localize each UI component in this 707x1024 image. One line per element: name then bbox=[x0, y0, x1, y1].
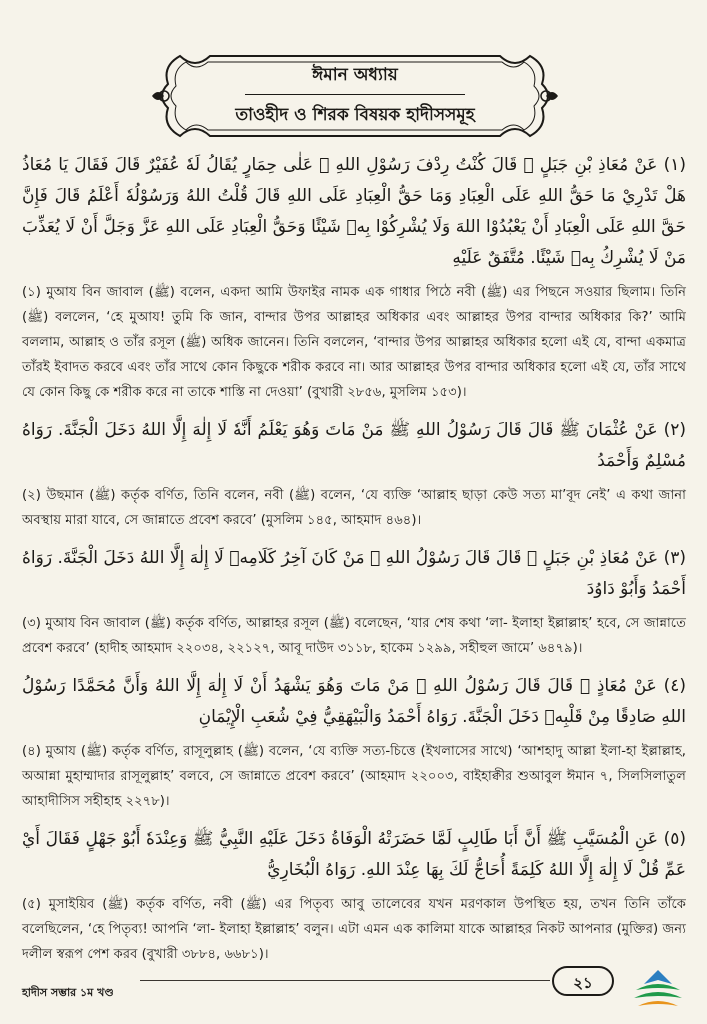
footer-divider bbox=[140, 980, 550, 981]
hadith-bangla-translation: (৪) মুআয (ﷺ) কর্তৃক বর্ণিত, রাসূলুল্লাহ (ﷺ) বলেন, ‘যে ব্যক্তি সত্য-চিত্তে (ইখলাসের সাথে) ‘আশহাদু আল্লা ইলা-হা ইল্লাল্লাহ, অআন্না মুহাম্মাদার রাসূলুল্লাহ’ বলবে, সে জান্নাতে প্রবেশ করবে’ (আহমাদ ২২০০৩, বাইহাক্বীর শুআবুল ঈমান ৭, সিলসিলাতুল আহাদীসিস সহীহাহ ২২৭৮)। bbox=[22, 744, 686, 809]
hadith-arabic-text: (١) عَنْ مُعَاذِ بْنِ جَبَلٍ ﷺ قَالَ كُنْتُ رِدْفَ رَسُوْلِ اللهِ ﷺ عَلٰى حِمَارٍ يُقَالُ لَهٗ عُفَيْرٌ قَالَ فَقَالَ يَا مُعَاذُ هَلْ تَدْرِيْ مَا حَقُّ اللهِ عَلَى الْعِبَادِ وَمَا حَقُّ الْعِبَادِ عَلَى اللهِ قَالَ قُلْتُ اللهُ وَرَسُوْلُهٗ أَعْلَمُ قَالَ فَإِنَّ حَقَّ اللهِ عَلَى الْعِبَادِ أَنْ يَعْبُدُوْا اللهَ وَلَا يُشْرِكُوْا بِهٖ شَيْئًا وَحَقُّ الْعِبَادِ عَلَى اللهِ عَزَّ وَجَلَّ أَنْ لَا يُعَذِّبَ مَنْ لَا يُشْرِكُ بِهٖ شَيْئًا. مُتَّفَقٌ عَلَيْهِ bbox=[22, 155, 686, 268]
hadith-arabic-text: (٣) عَنْ مُعَاذِ بْنِ جَبَلٍ ﷺ قَالَ قَالَ رَسُوْلُ اللهِ ﷺ مَنْ كَانَ آخِرُ كَلَامِهٖ لَا إِلٰهَ إِلَّا اللهُ دَخَلَ الْجَنَّةَ. رَوَاهُ أَحْمَدُ وَأَبُوْ دَاوُدَ bbox=[22, 548, 686, 599]
hadith-3 bbox=[22, 543, 686, 661]
hadith-5 bbox=[22, 824, 686, 967]
page-number: ২১ bbox=[552, 966, 614, 996]
chapter-title: ঈমান অধ্যায় bbox=[312, 65, 398, 85]
hadith-arabic-text: (٥) عَنِ الْمُسَيَّبِ ﷺ أَنَّ أَبَا طَالِبٍ لَمَّا حَضَرَتْهُ الْوَفَاةُ دَخَلَ عَلَيْهِ النَّبِيُّ ﷺ وَعِنْدَهٗ أَبُوْ جَهْلٍ فَقَالَ أَيْ عَمِّ قُلْ لَا إِلٰهَ إِلَّا اللهُ كَلِمَةً أُحَاجُّ لَكَ بِهَا عِنْدَ اللهِ. رَوَاهُ الْبُخَارِيُّ bbox=[22, 829, 686, 880]
hadith-arabic-text: (٢) عَنْ عُثْمَانَ ﷺ قَالَ قَالَ رَسُوْلُ اللهِ ﷺ مَنْ مَاتَ وَهُوَ يَعْلَمُ أَنَّهٗ لَا إِلٰهَ إِلَّا اللهُ دَخَلَ الْجَنَّةَ. رَوَاهُ مُسْلِمٌ وَأَحْمَدُ bbox=[22, 420, 686, 471]
hadith-arabic-text: (٤) عَنْ مُعَاذٍ ﷺ قَالَ قَالَ رَسُوْلُ اللهِ ﷺ مَنْ مَاتَ وَهُوَ يَشْهَدُ أَنْ لَا إِلٰهَ إِلَّا اللهُ وَأَنَّ مُحَمَّدًا رَسُوْلُ اللهِ صَادِقًا مِنْ قَلْبِهٖ دَخَلَ الْجَنَّةَ. رَوَاهُ أَحْمَدُ وَالْبَيْهَقِيُّ فِيْ شُعَبِ الْإِيْمَانِ bbox=[22, 676, 686, 727]
hadith-bangla-translation: (১) মুআয বিন জাবাল (ﷺ) বলেন, একদা আমি উফাইর নামক এক গাধার পিঠে নবী (ﷺ) এর পিছনে সওয়ার ছিলাম। তিনি (ﷺ) বললেন, ‘হে মুআয! তুমি কি জান, বান্দার উপর আল্লাহর অধিকার এবং আল্লাহর উপর বান্দার অধিকার কি?’ আমি বললাম, আল্লাহ ও তাঁর রসূল (ﷺ) অধিক জানেন। তিনি বললেন, ‘বান্দার উপর আল্লাহর অধিকার হলো এই যে, বান্দা একমাত্র তাঁরই ইবাদত করবে এবং তাঁর সাথে কোন কিছুকে শরীক করবে না। আর আল্লাহর উপর বান্দার অধিকার হলো এই যে, তাঁর সাথে যে কোন কিছু কে শরীক করে না তাকে শাস্তি না দেওয়া’ (বুখারী ২৮৫৬, মুসলিম ১৫৩)। bbox=[22, 285, 686, 400]
hadith-2 bbox=[22, 415, 686, 533]
section-title: তাওহীদ ও শিরক বিষয়ক হাদীসসমূহ bbox=[235, 105, 475, 125]
publisher-logo-icon bbox=[630, 968, 686, 1012]
hadith-bangla-translation: (৫) মুসাইয়িব (ﷺ) কর্তৃক বর্ণিত, নবী (ﷺ) এর পিতৃব্য আবু তালেবের যখন মরণকাল উপস্থিত হয়, তখন তিনি তাঁকে বলেছিলেন, ‘হে পিতৃব্য! আপনি ‘লা- ইলাহা ইল্লাল্লাহ’ বলুন। এটা এমন এক কালিমা যাকে আল্লাহর নিকট আপনার (মুক্তির) জন্য দলীল স্বরূপ পেশ করব (বুখারী ৩৮৮৪, ৬৬৮১)। bbox=[22, 897, 686, 962]
hadith-bangla-translation: (৩) মুআয বিন জাবাল (ﷺ) কর্তৃক বর্ণিত, আল্লাহর রসূল (ﷺ) বলেছেন, ‘যার শেষ কথা ‘লা- ইলাহা ইল্লাল্লাহ’ হবে, সে জান্নাতে প্রবেশ করবে’ (হাদীহ আহমাদ ২২০৩৪, ২২১২৭, আবূ দাউদ ৩১১৮, হাকেম ১২৯৯, সহীহুল জামে’ ৬৪৭৯)। bbox=[22, 616, 686, 656]
header-divider bbox=[245, 94, 465, 95]
hadith-1 bbox=[22, 150, 686, 405]
hadith-bangla-translation: (২) উছমান (ﷺ) কর্তৃক বর্ণিত, তিনি বলেন, নবী (ﷺ) বলেন, ‘যে ব্যক্তি ‘আল্লাহ ছাড়া কেউ সত্য মা’বূদ নেই’ এ কথা জানা অবস্থায় মারা যাবে, সে জান্নাতে প্রবেশ করবে’ (মুসলিম ১৪৫, আহমাদ ৪৬৪)। bbox=[22, 488, 686, 528]
chapter-header bbox=[150, 50, 560, 142]
hadith-list bbox=[22, 150, 686, 977]
book-title: হাদীস সম্ভার ১ম খণ্ড bbox=[22, 986, 114, 999]
hadith-4 bbox=[22, 671, 686, 814]
